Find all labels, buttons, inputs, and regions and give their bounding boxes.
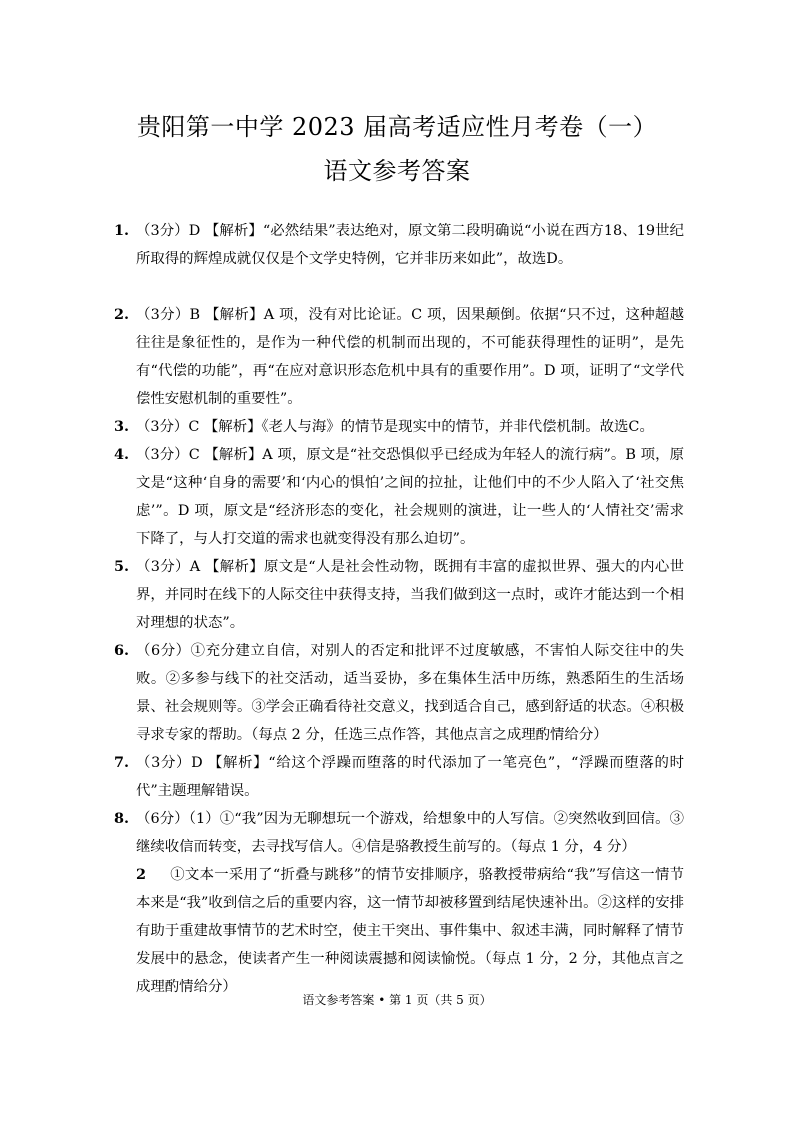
page-subtitle: 语文参考答案 <box>323 157 471 185</box>
answer-text: （6分）（1）①“我”因为无聊想玩一个游戏，给想象中的人写信。②突然收到回信。③继续收信而转变，去寻找写信人。④信是骆教授生前写的。（每点 1 分，4 分） <box>136 811 684 855</box>
answer-item-4 <box>114 441 684 553</box>
answer-item-8-part-2 <box>136 861 684 1001</box>
answer-text: （3分）C 【解析】《老人与海》的情节是现实中的情节，并非代偿机制。故选C。 <box>136 419 654 435</box>
answer-text: （3分）A 【解析】原文是“人是社会性动物，既拥有丰富的虚拟世界、强大的内心世界，并同时在线下的人际交往中获得支持，当我们做到这一点时，或许才能达到一个相对理想的状态”。 <box>136 559 684 631</box>
answer-text: （3分）D 【解析】“给这个浮躁而堕落的时代添加了一笔亮色”，“浮躁而堕落的时代”主题理解错误。 <box>136 755 684 799</box>
answer-item-1 <box>114 217 684 273</box>
answer-number: 5. <box>114 558 130 575</box>
answer-item-5 <box>114 553 684 637</box>
answer-number: 2. <box>114 306 130 323</box>
answer-item-7 <box>114 749 684 805</box>
sub-answer-number: 2 <box>136 866 147 883</box>
page-title: 贵阳第一中学 2023 届高考适应性月考卷（一） <box>136 113 658 141</box>
answer-item-8 <box>114 805 684 861</box>
answer-text: （3分）D 【解析】“必然结果”表达绝对，原文第二段明确说“小说在西方18、19世纪所取得的辉煌成就仅仅是个文学史特例，它并非历来如此”，故选D。 <box>136 223 684 267</box>
answer-number: 8. <box>114 810 130 827</box>
page-footer: 语文参考答案 • 第 1 页（共 5 页） <box>302 993 492 1007</box>
answer-number: 1. <box>114 222 130 239</box>
answer-text: （6分）①充分建立自信，对别人的否定和批评不过度敏感，不害怕人际交往中的失败。②多参与线下的社交活动，适当妥协，多在集体生活中历练，熟悉陌生的生活场景、社会规则等。③学会正确看待社交意义，找到适合自己，感到舒适的状态。④积极寻求专家的帮助。（每点 2 分，任选三点作答，其他点言之成理酌情给分） <box>136 643 684 743</box>
answer-number: 7. <box>114 754 130 771</box>
answer-text: （3分）B 【解析】A 项，没有对比论证。C 项，因果颠倒。依据“只不过，这种超越往往是象征性的，是作为一种代偿的机制而出现的，不可能获得理性的证明”，是先有“代偿的功能”，再“在应对意识形态危机中具有的重要作用”。D 项，证明了“文学代偿性安慰机制的重要性”。 <box>136 307 684 407</box>
answer-text: （3分）C 【解析】A 项，原文是“社交恐惧似乎已经成为年轻人的流行病”。B 项，原文是“这种‘自身的需要’和‘内心的惧怕’之间的拉扯，让他们中的不少人陷入了‘社交焦虑’”。D 项，原文是“经济形态的变化，社会规则的演进，让一些人的‘人情社交’需求下降了，与人打交道的需求也就变得没有那么迫切”。 <box>136 447 684 547</box>
answer-number: 4. <box>114 446 130 463</box>
answer-item-3 <box>114 413 684 441</box>
answer-item-6 <box>114 637 684 749</box>
answer-number: 3. <box>114 418 130 435</box>
sub-answer-text: ①文本一采用了“折叠与跳移”的情节安排顺序，骆教授带病给“我”写信这一情节本来是“我”收到信之后的重要内容，这一情节却被移置到结尾快速补出。②这样的安排有助于重建故事情节的艺术时空，使主干突出、事件集中、叙述丰满，同时解释了情节发展中的悬念，使读者产生一种阅读震撼和阅读愉悦。（每点 1 分，2 分，其他点言之成理酌情给分） <box>136 867 684 995</box>
answer-item-2 <box>114 301 684 413</box>
answer-number: 6. <box>114 642 130 659</box>
